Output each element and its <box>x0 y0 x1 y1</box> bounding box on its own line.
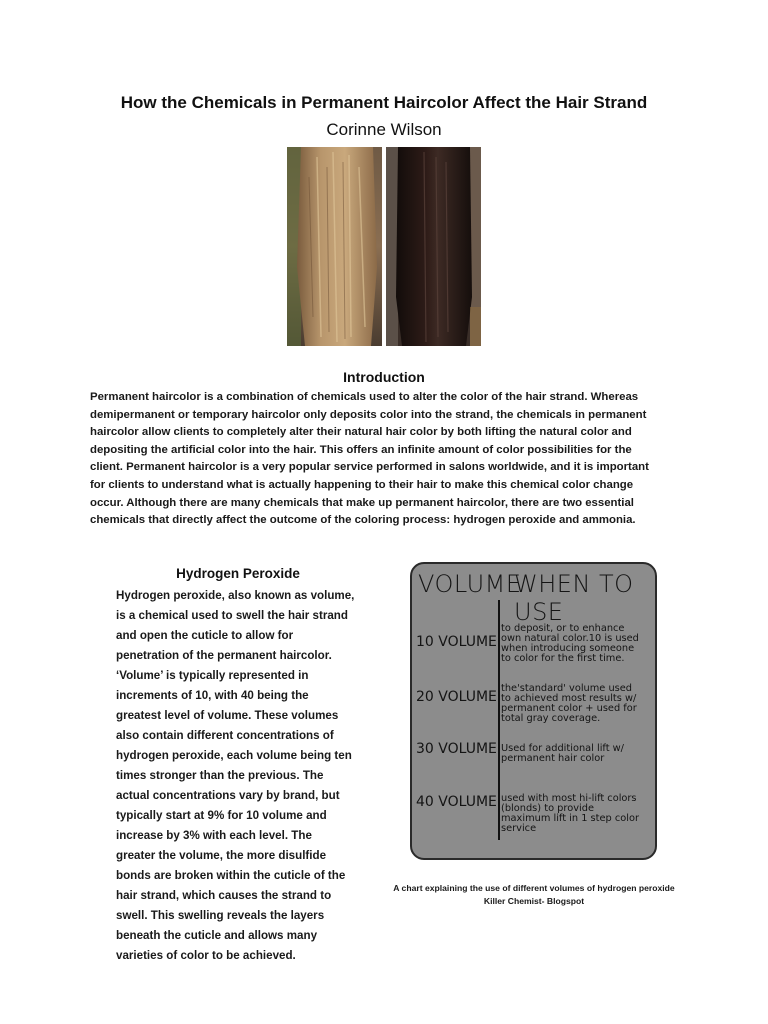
volume-row-description <box>501 684 653 724</box>
hp-line: increase by 3% with each level. The <box>116 829 312 842</box>
introduction-body <box>90 389 690 530</box>
volume-row-label: 10 VOLUME <box>416 634 497 650</box>
hp-line: also contain different concentrations of <box>116 729 334 742</box>
hydrogen-peroxide-body <box>116 586 360 966</box>
desc-line: the'standard' volume used <box>501 683 632 694</box>
hp-line: times stronger than the previous. The <box>116 769 324 782</box>
volume-row-description <box>501 624 653 664</box>
hp-line: is a chemical used to swell the hair strand <box>116 609 348 622</box>
hp-line: and open the cuticle to allow for <box>116 629 294 642</box>
desc-line: to color for the first time. <box>501 653 625 664</box>
desc-line: permanent color + used for <box>501 703 637 714</box>
document-title: How the Chemicals in Permanent Haircolor Affect the Hair Strand <box>120 93 648 112</box>
volume-row-description <box>501 794 653 834</box>
chart-source: Killer Chemist- Blogspot <box>483 896 585 906</box>
hp-line: increments of 10, with 40 being the <box>116 689 309 702</box>
hp-line: beneath the cuticle and allows many <box>116 929 318 942</box>
volume-row-description <box>501 744 653 764</box>
hydrogen-peroxide-heading: Hydrogen Peroxide <box>176 566 300 581</box>
chart-caption: A chart explaining the use of different volumes of hydrogen peroxide <box>393 883 675 893</box>
intro-line: depositing the artificial color into the hair. This offers an infinite amount of color possibilities for the <box>90 443 632 456</box>
hp-line: greater the volume, the more disulfide <box>116 849 327 862</box>
volume-row-label: 20 VOLUME <box>416 689 497 705</box>
hp-line: swell. This swelling reveals the layers <box>116 909 325 922</box>
desc-line: service <box>501 823 537 834</box>
hp-line: varieties of color to be achieved. <box>116 949 296 962</box>
intro-line: client. Permanent haircolor is a very popular service performed in salons worldwide, and it is important <box>90 461 649 474</box>
volume-row-label: 30 VOLUME <box>416 741 497 757</box>
hair-after-photo <box>386 147 481 346</box>
hp-line: penetration of the permanent haircolor. <box>116 649 332 662</box>
desc-line: (blonds) to provide <box>501 803 594 814</box>
hp-line: Hydrogen peroxide, also known as volume, <box>116 589 355 602</box>
desc-line: total gray coverage. <box>501 713 601 724</box>
desc-line: Used for additional lift w/ <box>501 743 624 754</box>
desc-line: used with most hi-lift colors <box>501 793 637 804</box>
hp-line: bonds are broken within the cuticle of the <box>116 869 346 882</box>
hp-line: typically start at 9% for 10 volume and <box>116 809 327 822</box>
intro-line: haircolor allow clients to completely alter their natural hair color by both lifting the natural color and <box>90 426 632 439</box>
volume-row-label: 40 VOLUME <box>416 794 497 810</box>
desc-line: when introducing someone <box>501 643 635 654</box>
introduction-heading: Introduction <box>343 369 425 385</box>
author-name: Corinne Wilson <box>326 120 442 139</box>
hp-line: hydrogen peroxide, each volume being ten <box>116 749 352 762</box>
hair-before-photo <box>287 147 382 346</box>
intro-line: for clients to understand what is actually happening to their hair to make this chemical color change <box>90 478 634 491</box>
desc-line: permanent hair color <box>501 753 605 764</box>
hp-line: actual concentrations vary by brand, but <box>116 789 340 802</box>
when-to-use-column-header: WHEN TO USE <box>514 570 634 626</box>
volume-chart <box>410 562 657 860</box>
hp-line: greatest level of volume. These volumes <box>116 709 339 722</box>
intro-line: occur. Although there are many chemicals that make up permanent haircolor, there are two essential <box>90 496 634 509</box>
intro-line: demipermanent or temporary haircolor only deposits color into the strand, the chemicals in permanent <box>90 408 647 421</box>
intro-line: Permanent haircolor is a combination of chemicals used to alter the color of the hair strand. Whereas <box>90 391 639 403</box>
desc-line: to achieved most results w/ <box>501 693 637 704</box>
desc-line: own natural color.10 is used <box>501 633 639 644</box>
hp-line: hair strand, which causes the strand to <box>116 889 332 902</box>
intro-line: chemicals that directly affect the outcome of the coloring process: hydrogen peroxide and ammonia. <box>90 514 636 527</box>
desc-line: maximum lift in 1 step color <box>501 813 639 824</box>
desc-line: to deposit, or to enhance <box>501 623 625 634</box>
volume-column-header: VOLUME <box>418 570 522 598</box>
hp-line: ‘Volume’ is typically represented in <box>116 669 309 682</box>
